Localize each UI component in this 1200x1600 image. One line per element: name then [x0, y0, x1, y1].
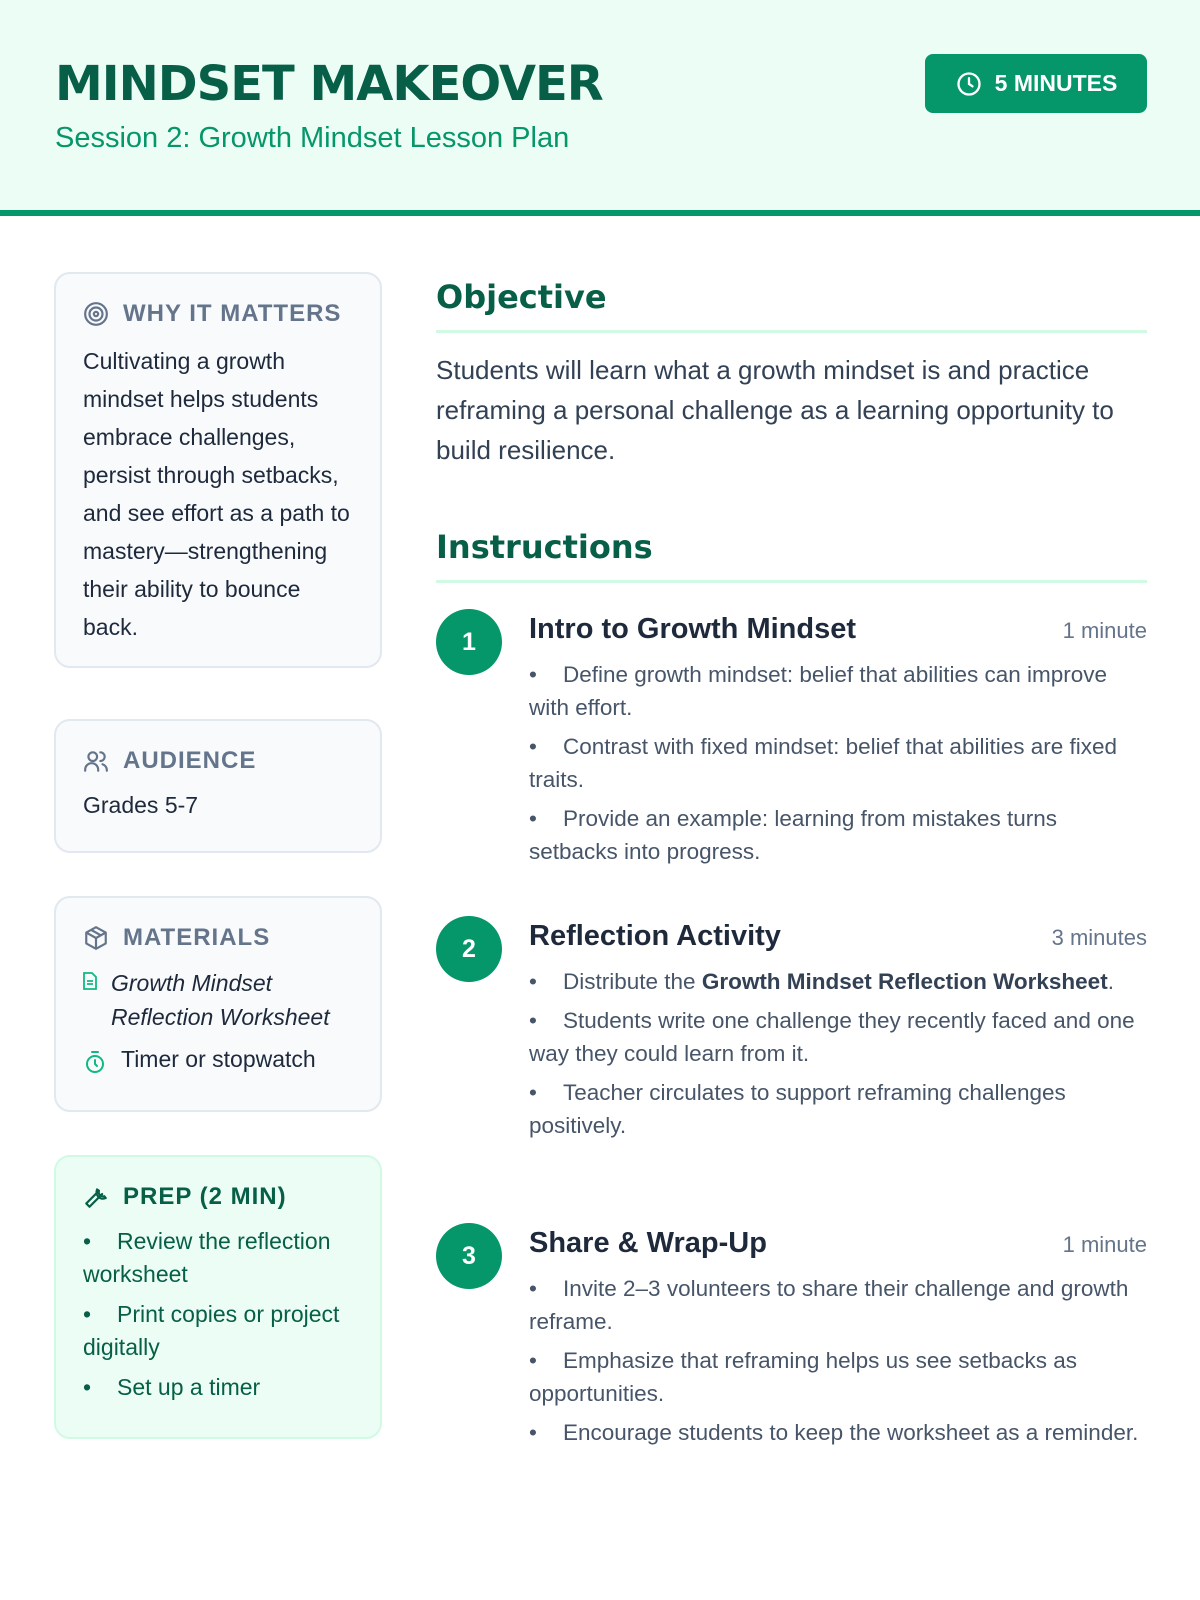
step-number: 3: [436, 1223, 502, 1289]
step-bullet: [529, 658, 1147, 724]
step-bullet-text: Students write one challenge they recently faced and one way they could learn from it.: [529, 1008, 1135, 1066]
step-duration: 3 minutes: [1051, 925, 1147, 950]
material-item: [83, 966, 354, 1034]
step-bullet: [529, 1004, 1147, 1070]
step-bullet-text: Teacher circulates to support reframing challenges positively.: [529, 1080, 1066, 1138]
step-number: 2: [436, 916, 502, 982]
prep-item-text: Print copies or project digitally: [83, 1301, 340, 1360]
step-bullet-text: Contrast with fixed mindset: belief that abilities are fixed traits.: [529, 734, 1118, 792]
bullet-dot: •: [529, 662, 537, 687]
step-bullet: [529, 1344, 1147, 1410]
prep-item-text: Review the reflection worksheet: [83, 1228, 331, 1287]
step-body: [529, 613, 1147, 868]
materials-card: [54, 896, 382, 1112]
step-bullets: [529, 658, 1147, 868]
prep-item: [83, 1371, 354, 1404]
step-duration: 1 minute: [1062, 1232, 1147, 1257]
clock-icon: [955, 70, 983, 98]
why-heading: WHY IT MATTERS: [123, 300, 342, 327]
step-bullet: [529, 1272, 1147, 1338]
audience-card: [54, 719, 382, 853]
bullet-dot: •: [83, 1301, 92, 1327]
step-title: Reflection Activity: [529, 920, 781, 952]
page-title: MINDSET MAKEOVER: [55, 56, 603, 112]
materials-heading-row: [83, 924, 354, 952]
step-bullet-text: Provide an example: learning from mistakes turns setbacks into progress.: [529, 806, 1057, 864]
worksheet-name: Growth Mindset Reflection Worksheet: [701, 969, 1108, 994]
step-bullet: [529, 1076, 1147, 1142]
duration-label: 5 MINUTES: [994, 70, 1118, 96]
users-icon: [83, 748, 109, 774]
step-bullet: [529, 965, 1147, 998]
bullet-dot: •: [83, 1228, 92, 1254]
wrench-icon: [83, 1184, 109, 1210]
audience-text: Grades 5-7: [83, 792, 199, 818]
step-body: [529, 920, 1147, 1142]
material-label: Timer or stopwatch: [121, 1046, 316, 1072]
step-bullet-text: Emphasize that reframing helps us see setbacks as opportunities.: [529, 1348, 1078, 1406]
prep-card: [54, 1155, 382, 1439]
prep-heading-row: [83, 1183, 354, 1211]
step-bullet: [529, 730, 1147, 796]
materials-list: [83, 966, 354, 1074]
instructions-heading: Instructions: [436, 528, 1147, 583]
bullet-dot: •: [529, 969, 537, 994]
objective-heading: Objective: [436, 278, 1147, 333]
why-heading-row: [83, 300, 354, 328]
step-bullet: [529, 802, 1147, 868]
bullet-dot: •: [529, 1008, 537, 1033]
materials-heading: MATERIALS: [123, 924, 271, 951]
step-title: Intro to Growth Mindset: [529, 613, 857, 645]
page-header: [0, 0, 1200, 216]
audience-heading-row: [83, 747, 354, 775]
why-it-matters-card: [54, 272, 382, 668]
step-header: [529, 1227, 1147, 1260]
step-duration: 1 minute: [1062, 618, 1147, 643]
step-bullet-text: Distribute the: [563, 969, 702, 994]
stopwatch-icon: [83, 1050, 107, 1074]
bullet-dot: •: [529, 1420, 537, 1445]
material-item: [83, 1046, 354, 1074]
objective-text: Students will learn what a growth mindset is and practice reframing a personal challenge as a learning opportunity to build resilience.: [436, 355, 1114, 465]
step-title: Share & Wrap-Up: [529, 1227, 767, 1259]
bullet-dot: •: [529, 1276, 537, 1301]
bullet-dot: •: [529, 806, 537, 831]
step-bullet-text: Define growth mindset: belief that abilities can improve with effort.: [529, 662, 1108, 720]
prep-item: [83, 1298, 354, 1364]
prep-item: [83, 1225, 354, 1291]
audience-heading: AUDIENCE: [123, 747, 257, 774]
document-icon: [83, 972, 97, 990]
why-text: Cultivating a growth mindset helps students embrace challenges, persist through setbacks, and see effort as a path to mastery—strengthening their ability to bounce back.: [83, 348, 350, 640]
step-number: 1: [436, 609, 502, 675]
step-header: [529, 613, 1147, 646]
package-icon: [83, 925, 109, 951]
step-bullet: [529, 1416, 1147, 1449]
step-body: [529, 1227, 1147, 1449]
bullet-dot: •: [83, 1374, 92, 1400]
material-label: Growth Mindset Reflection Worksheet: [111, 970, 330, 1030]
bullet-dot: •: [529, 1348, 537, 1373]
prep-heading: PREP (2 MIN): [123, 1183, 287, 1210]
step-header: [529, 920, 1147, 953]
step-bullet-text: Invite 2–3 volunteers to share their challenge and growth reframe.: [529, 1276, 1129, 1334]
prep-list: [83, 1225, 354, 1404]
step-bullets: [529, 965, 1147, 1142]
bullet-dot: •: [529, 734, 537, 759]
bullet-dot: •: [529, 1080, 537, 1105]
page-subtitle: Session 2: Growth Mindset Lesson Plan: [55, 122, 570, 154]
prep-item-text: Set up a timer: [117, 1374, 261, 1400]
step-bullets: [529, 1272, 1147, 1449]
duration-badge: [925, 54, 1147, 113]
step-bullet-text-end: .: [1107, 969, 1114, 994]
target-icon: [83, 301, 109, 327]
step-bullet-text: Encourage students to keep the worksheet as a reminder.: [563, 1420, 1139, 1445]
